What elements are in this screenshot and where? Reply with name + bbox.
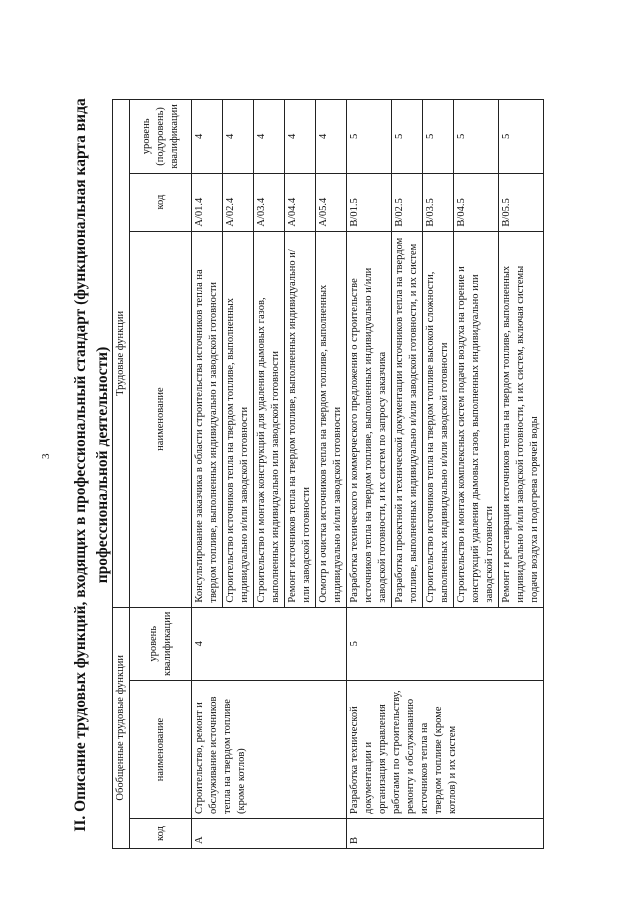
function-code: В/03.5	[423, 173, 454, 231]
section-heading: II. Описание трудовых функций, входящих в профессиональный стандарт (функциональная карта вида профессиональной деятельности)	[72, 98, 111, 832]
table-row	[192, 100, 223, 849]
function-level: 4	[285, 100, 316, 173]
header-labor: Трудовые функции	[113, 100, 130, 607]
function-name: Осмотр и очистка источников тепла на твердом топливе, выполненных индивидуально и/или заводской готовности	[316, 231, 347, 607]
function-code: В/02.5	[392, 173, 423, 231]
functional-map-table	[112, 99, 544, 849]
function-level: 5	[499, 100, 544, 173]
group-name: Строительство, ремонт и обслуживание источников тепла на твердом топливе (кроме котлов)	[192, 681, 347, 819]
function-level: 5	[423, 100, 454, 173]
function-level: 4	[254, 100, 285, 173]
function-code: А/05.4	[316, 173, 347, 231]
function-name: Консультирование заказчика в области строительства источников тепла на твердом топливе, выполненных индивидуально и заводской готовности	[192, 231, 223, 607]
function-name: Строительство и монтаж конструкций для удаления дымовых газов, выполненных индивидуально или заводской готовности	[254, 231, 285, 607]
group-level: 5	[347, 607, 544, 680]
function-name: Разработка проектной и технической документации источников тепла на твердом топливе, выполненных индивидуально и/или заводской готовности, и их систем	[392, 231, 423, 607]
header-function-code: код	[130, 173, 192, 231]
header-level-sub: уровень (подуровень) квалификации	[130, 100, 192, 173]
header-generalized: Обобщенные трудовые функции	[113, 607, 130, 848]
header-level: уровень квалификации	[130, 607, 192, 680]
function-level: 4	[316, 100, 347, 173]
header-code: код	[130, 819, 192, 849]
function-level: 4	[223, 100, 254, 173]
function-code: В/04.5	[454, 173, 499, 231]
function-name: Ремонт и реставрация источников тепла на твердом топливе, выполненных индивидуально и/или заводской готовности, и их систем, включая системы подачи воздуха и подогрева горячей воды	[499, 231, 544, 607]
function-level: 5	[347, 100, 392, 173]
function-code: В/01.5	[347, 173, 392, 231]
function-code: А/04.4	[285, 173, 316, 231]
function-code: А/02.4	[223, 173, 254, 231]
page-number: 3	[40, 453, 52, 459]
function-level: 5	[454, 100, 499, 173]
function-name: Строительство источников тепла на твердом топливе, выполненных индивидуально и/или заводской готовности	[223, 231, 254, 607]
function-name: Строительство и монтаж комплексных систем подачи воздуха на горение и конструкций удаления дымовых газов, выполненных индивидуально или заводской готовности	[454, 231, 499, 607]
function-code: А/01.4	[192, 173, 223, 231]
group-level: 4	[192, 607, 347, 680]
function-code: В/05.5	[499, 173, 544, 231]
table-row	[347, 100, 392, 849]
function-level: 4	[192, 100, 223, 173]
function-code: А/03.4	[254, 173, 285, 231]
header-function-name: наименование	[130, 231, 192, 607]
group-code: В	[347, 819, 544, 849]
group-code: А	[192, 819, 347, 849]
function-name: Разработка технического и коммерческого предложения о строительстве источников тепла на твердом топливе, выполненных индивидуально и/или заводской готовности, и их систем по запросу заказчика	[347, 231, 392, 607]
function-name: Строительство источников тепла на твердом топливе высокой сложности, выполненных индивидуально и/или заводской готовности	[423, 231, 454, 607]
function-level: 5	[392, 100, 423, 173]
header-name: наименование	[130, 681, 192, 819]
function-name: Ремонт источников тепла на твердом топливе, выполненных индивидуально и/или заводской готовности	[285, 231, 316, 607]
group-name: Разработка технической документации и организация управления работами по строительству, ремонту и обслуживанию источников тепла на твердом топливе (кроме котлов) и их систем	[347, 681, 544, 819]
